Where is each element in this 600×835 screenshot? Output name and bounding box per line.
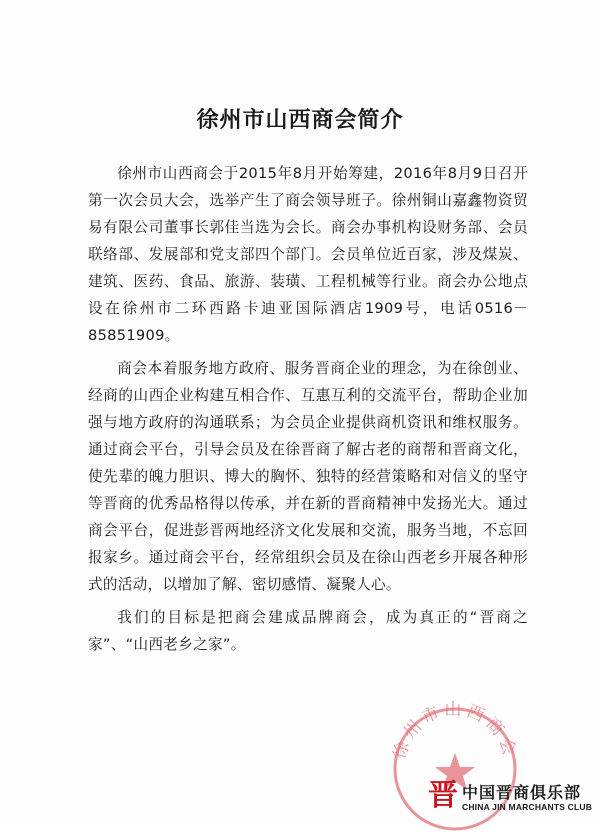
seal-text: 徐州市山西商会 [389, 700, 521, 762]
paragraph-intro: 徐州市山西商会于2015年8月开始筹建，2016年8月9日召开第一次会员大会，选举产生了商会领导班子。徐州铜山嘉鑫物资贸易有限公司董事长郭佳当选为会长。商会办事机构设财务部、会员联络部、发展部和党支部四个部门。会员单位近百家，涉及煤炭、建筑、医药、食品、旅游、装璜、工程机械等行业。商会办公地点设在徐州市二环西路卡迪亚国际酒店1909号，电话0516－85851909。 [88, 165, 528, 344]
club-name-en: CHINA JIN MARCHANTS CLUB [462, 802, 593, 812]
club-name-cn: 中国晋商俱乐部 [462, 783, 582, 802]
jin-logo-icon: 晋 [428, 778, 458, 813]
document-body [88, 160, 528, 658]
paragraph-mission: 商会本着服务地方政府、服务晋商企业的理念，为在徐创业、经商的山西企业构建互相合作、互惠互利的交流平台，帮助企业加强与地方政府的沟通联系；为会员企业提供商机资讯和维权服务。通过商会平台，引导会员及在徐晋商了解古老的商帮和晋商文化，使先辈的魄力胆识、博大的胸怀、独特的经营策略和对信义的坚守等晋商的优秀品格得以传承，并在新的晋商精神中发扬光大。通过商会平台，促进彭晋两地经济文化发展和交流，服务当地，不忘回报家乡。通过商会平台，经常组织会员及在徐山西老乡开展各种形式的活动，以增加了解、密切感情、凝聚人心。 [88, 360, 528, 593]
paragraph-goal: 我们的目标是把商会建成品牌商会，成为真正的“晋商之家”、“山西老乡之家”。 [88, 609, 528, 653]
club-logo [428, 778, 596, 822]
document-title: 徐州市山西商会简介 [196, 108, 404, 133]
svg-text:徐州市山西商会 [390, 700, 520, 761]
